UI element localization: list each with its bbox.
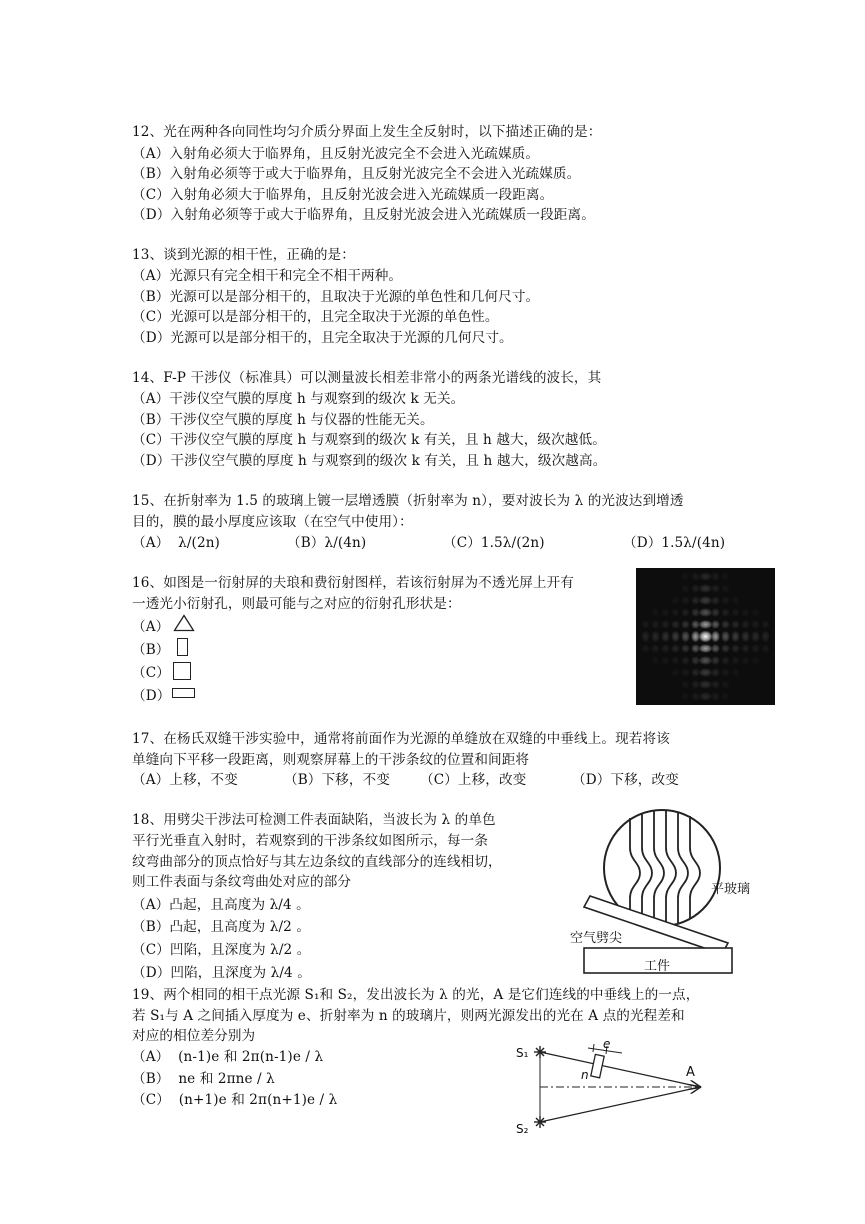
q15-stem-line2: 目的，膜的最小厚度应该取（在空气中使用）： [132, 514, 413, 530]
diffraction-spot [699, 620, 713, 629]
diffraction-spot [699, 680, 713, 689]
diffraction-spot [711, 572, 720, 581]
q13-stem: 13、谈到光源的相干性，正确的是： [132, 247, 355, 263]
q13-option-d: （D）光源可以是部分相干的，且完全取决于光源的几何尺寸。 [132, 330, 513, 346]
diffraction-spot [699, 584, 713, 593]
diffraction-spot [761, 631, 770, 643]
q19-option-a: （A） (n-1)e 和 2π(n-1)e / λ [132, 1049, 324, 1065]
diffraction-pattern-image [636, 568, 775, 705]
q17-option-b: （B）下移，不变 [284, 772, 390, 788]
q17-stem-line1: 17、在杨氏双缝干涉实验中，通常将前面作为光源的单缝放在双缝的中垂线上。现若将该 [132, 731, 670, 747]
diffraction-spot [699, 644, 713, 653]
diffraction-spot [681, 620, 690, 629]
diffraction-spot [671, 631, 680, 643]
work-piece-label: 工件 [644, 959, 671, 974]
diffraction-spot [711, 668, 720, 677]
q12-option-a: （A）入射角必须大于临界角，且反射光波完全不会进入光疏媒质。 [132, 146, 540, 162]
triangle-aperture-icon [173, 614, 195, 632]
q18-stem-line4: 则工件表面与条纹弯曲处对应的部分 [132, 874, 352, 890]
q19-option-c: （C） (n+1)e 和 2π(n+1)e / λ [132, 1092, 338, 1108]
diffraction-spot [681, 584, 690, 593]
diffraction-spot [661, 656, 670, 665]
q13-option-a: （A）光源只有完全相干和完全不相干两种。 [132, 268, 403, 284]
diffraction-spot [721, 680, 730, 689]
diffraction-spot [741, 608, 750, 617]
diffraction-spot [741, 631, 750, 643]
q19-stem-line3: 对应的相位差分别为 [132, 1028, 256, 1044]
diffraction-spot [711, 608, 720, 617]
diffraction-spot [751, 656, 760, 665]
diffraction-spot [681, 668, 690, 677]
q19-stem-line2: 若 S₁与 A 之间插入厚度为 e、折射率为 n 的玻璃片，则两光源发出的光在 A 点的光程差和 [132, 1008, 685, 1024]
diffraction-spot [641, 620, 650, 629]
diffraction-spot [699, 572, 713, 581]
diffraction-spot [651, 631, 660, 643]
q18-option-d: （D）凹陷，且深度为 λ/4 。 [132, 965, 311, 981]
diffraction-spot [711, 692, 720, 701]
diffraction-spot [731, 608, 740, 617]
q18-option-b: （B）凸起，且高度为 λ/2 。 [132, 919, 311, 935]
diffraction-spot [661, 631, 670, 643]
q17-option-a: （A）上移，不变 [132, 772, 238, 788]
diffraction-spot [731, 631, 740, 643]
diffraction-spot [711, 656, 720, 665]
diffraction-spot [721, 572, 730, 581]
diffraction-spot [651, 620, 660, 629]
diffraction-spot [671, 656, 680, 665]
diffraction-spot [641, 644, 650, 653]
diffraction-spot [651, 608, 660, 617]
diffraction-spot [699, 631, 713, 643]
diffraction-spot [661, 620, 670, 629]
diffraction-spot [761, 620, 770, 629]
glass-slab [591, 1054, 604, 1077]
diffraction-spot [721, 608, 730, 617]
ray-s2-to-a [540, 1087, 700, 1122]
q15-option-b: （B）λ/(4n) [287, 535, 367, 551]
q12-option-b: （B）入射角必须等于或大于临界角，且反射光波完全不会进入光疏媒质。 [132, 166, 581, 182]
q16-stem-line1: 16、如图是一衍射屏的夫琅和费衍射图样，若该衍射屏为不透光屏上开有 [132, 575, 575, 591]
source-s2-star-icon [534, 1116, 546, 1128]
diffraction-spot [671, 644, 680, 653]
diffraction-spot [721, 584, 730, 593]
diffraction-spot [731, 620, 740, 629]
q16-option-c: （C） [132, 665, 170, 681]
diffraction-spot [671, 620, 680, 629]
air-wedge-label: 空气劈尖 [570, 931, 623, 946]
wide-rectangle-aperture-icon [172, 688, 195, 698]
diffraction-spot [681, 644, 690, 653]
diffraction-spot [711, 596, 720, 605]
diffraction-spot [671, 608, 680, 617]
diffraction-spot [651, 644, 660, 653]
diffraction-spot [711, 680, 720, 689]
q14-stem: 14、F-P 干涉仪（标准具）可以测量波长相差非常小的两条光谱线的波长，其 [132, 370, 602, 386]
diffraction-spot [751, 631, 760, 643]
diffraction-spot [699, 656, 713, 665]
diffraction-spot [741, 656, 750, 665]
point-a-label: A [686, 1065, 695, 1080]
q12-stem: 12、光在两种各向同性均匀介质分界面上发生全反射时，以下描述正确的是： [132, 124, 602, 140]
q14-option-c: （C）干涉仪空气膜的厚度 h 与观察到的级次 k 有关，且 h 越大，级次越低。 [132, 432, 606, 448]
diffraction-spot [721, 692, 730, 701]
q14-option-d: （D）干涉仪空气膜的厚度 h 与观察到的级次 k 有关，且 h 越大，级次越高。 [132, 453, 607, 469]
diffraction-spot [751, 620, 760, 629]
q14-option-b: （B）干涉仪空气膜的厚度 h 与仪器的性能无关。 [132, 412, 434, 428]
thickness-e-label: e [603, 1037, 611, 1051]
q19-option-b: （B） ne 和 2πne / λ [132, 1071, 275, 1087]
double-source-figure [510, 1030, 730, 1135]
diffraction-spot [699, 668, 713, 677]
diffraction-spot [751, 644, 760, 653]
source-s1-star-icon [534, 1046, 546, 1058]
diffraction-spot [681, 572, 690, 581]
diffraction-spot [681, 631, 690, 643]
diffraction-spot [661, 608, 670, 617]
diffraction-spot [731, 668, 740, 677]
diffraction-spot [731, 644, 740, 653]
diffraction-spot [699, 596, 713, 605]
q15-option-c: （C）1.5λ/(2n) [443, 535, 545, 551]
q16-option-a: （A） [132, 619, 170, 635]
diffraction-spot [721, 668, 730, 677]
q16-option-b: （B） [132, 642, 170, 658]
q12-option-c: （C）入射角必须大于临界角，且反射光波会进入光疏媒质一段距离。 [132, 187, 554, 203]
diffraction-spot [721, 631, 730, 643]
diffraction-spot [681, 680, 690, 689]
q19-stem-line1: 19、两个相同的相干点光源 S₁和 S₂，发出波长为 λ 的光，A 是它们连线的中垂线上的一点， [132, 987, 700, 1003]
diffraction-spot [721, 596, 730, 605]
tall-rectangle-aperture-icon [177, 638, 188, 656]
diffraction-spot [681, 692, 690, 701]
air-wedge-figure [560, 808, 770, 980]
s2-label: S₂ [516, 1122, 529, 1135]
diffraction-spot [661, 644, 670, 653]
q15-option-d: （D）1.5λ/(4n) [623, 535, 726, 551]
q18-stem-line2: 平行光垂直入射时，若观察到的干涉条纹如图所示，每一条 [132, 833, 489, 849]
diffraction-spot [721, 644, 730, 653]
q17-option-d: （D）下移，改变 [572, 772, 679, 788]
q13-option-c: （C）光源可以是部分相干的，且完全取决于光源的单色性。 [132, 309, 499, 325]
diffraction-spot [641, 631, 650, 643]
diffraction-spot [761, 644, 770, 653]
q15-stem-line1: 15、在折射率为 1.5 的玻璃上镀一层增透膜（折射率为 n），要对波长为 λ 的光波达到增透 [132, 493, 684, 509]
diffraction-spot [681, 656, 690, 665]
diffraction-spot [731, 596, 740, 605]
diffraction-spot [671, 668, 680, 677]
diffraction-spot [711, 631, 720, 643]
diffraction-spot [681, 608, 690, 617]
q16-stem-line2: 一透光小衍射孔，则最可能与之对应的衍射孔形状是： [132, 596, 461, 612]
q12-option-d: （D）入射角必须等于或大于临界角，且反射光波会进入光疏媒质一段距离。 [132, 207, 595, 223]
diffraction-spot [699, 608, 713, 617]
q18-option-a: （A）凸起，且高度为 λ/4 。 [132, 897, 310, 913]
q18-stem-line1: 18、用劈尖干涉法可检测工件表面缺陷，当波长为 λ 的单色 [132, 812, 496, 828]
q18-stem-line3: 纹弯曲部分的顶点恰好与其左边条纹的直线部分的连线相切， [132, 854, 502, 870]
diffraction-spot [721, 620, 730, 629]
index-n-label: n [581, 1068, 589, 1082]
diffraction-spot [741, 620, 750, 629]
diffraction-spot [681, 596, 690, 605]
q18-option-c: （C）凹陷，且深度为 λ/2 。 [132, 942, 311, 958]
q16-option-d: （D） [132, 688, 171, 704]
diffraction-spot [721, 656, 730, 665]
q17-option-c: （C）上移，改变 [420, 772, 527, 788]
square-aperture-icon [173, 662, 191, 680]
q17-stem-line2: 单缝向下平移一段距离，则观察屏幕上的干涉条纹的位置和间距将 [132, 752, 530, 768]
diffraction-spot [751, 608, 760, 617]
diffraction-spot [711, 584, 720, 593]
ray-s1-to-a [540, 1052, 700, 1087]
q14-option-a: （A）干涉仪空气膜的厚度 h 与观察到的级次 k 无关。 [132, 391, 465, 407]
diffraction-spot [741, 644, 750, 653]
diffraction-spot [651, 656, 660, 665]
q13-option-b: （B）光源可以是部分相干的，且取决于光源的单色性和几何尺寸。 [132, 289, 540, 305]
q15-option-a: （A） λ/(2n) [132, 535, 220, 551]
flat-glass-label: 平玻璃 [711, 882, 751, 897]
diffraction-spot [671, 596, 680, 605]
diffraction-spot [711, 620, 720, 629]
s1-label: S₁ [516, 1046, 529, 1060]
diffraction-spot [731, 656, 740, 665]
diffraction-spot [711, 644, 720, 653]
diffraction-spot [699, 692, 713, 701]
